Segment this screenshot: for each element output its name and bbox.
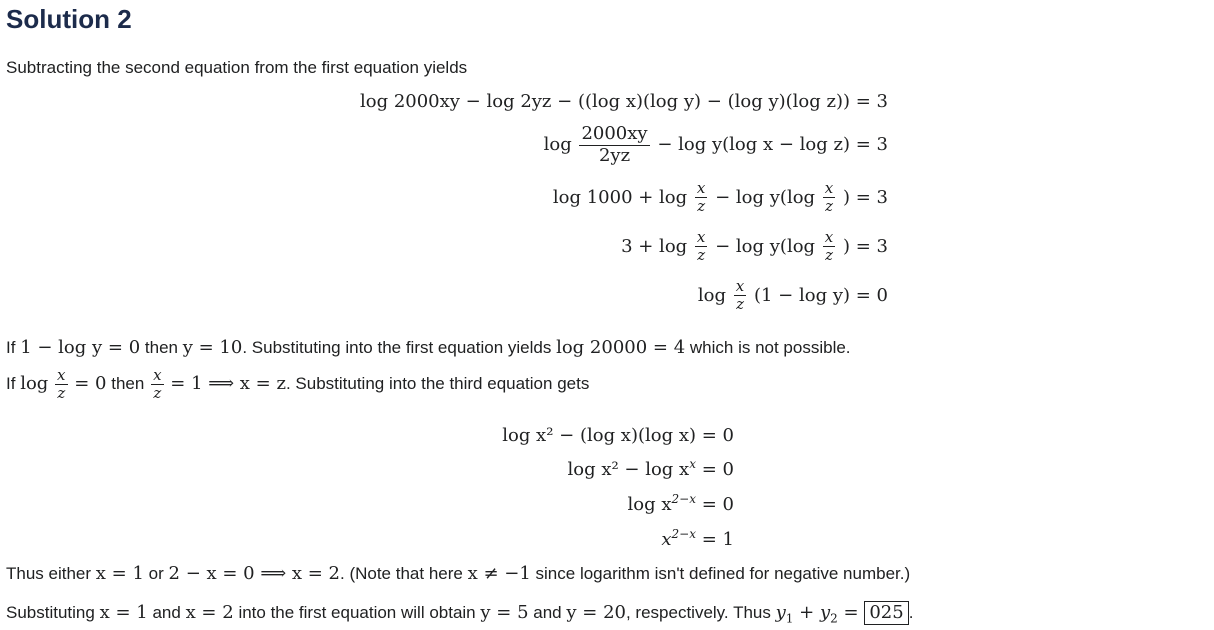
final-t1: Substituting bbox=[6, 603, 95, 622]
case2-line bbox=[6, 367, 589, 403]
eq2-line3-a: log x bbox=[627, 494, 672, 515]
final-m4: y = 20 bbox=[566, 602, 626, 623]
frac-num: x bbox=[696, 179, 706, 197]
eq1-line3-frac2 bbox=[823, 180, 835, 216]
eq1-line4-a: 3 + log bbox=[621, 235, 688, 257]
final-t2: and bbox=[152, 603, 181, 622]
case1-m1: 1 − log y = 0 bbox=[20, 337, 141, 358]
thus-m2: 2 − x = 0 ⟹ x = 2 bbox=[168, 563, 340, 584]
final-y2-sub: 2 bbox=[830, 611, 838, 626]
case1-line bbox=[6, 337, 851, 358]
eq2-line4 bbox=[661, 526, 734, 550]
intro-text: Subtracting the second equation from the first equation yields bbox=[6, 58, 468, 77]
eq1-line4-c: ) = 3 bbox=[843, 235, 888, 257]
frac-den: z bbox=[734, 295, 746, 313]
eq1-line4 bbox=[621, 229, 888, 265]
eq1-line4-b: − log y(log bbox=[715, 235, 816, 257]
thus-m3: x ≠ −1 bbox=[467, 563, 531, 584]
final-eq: = bbox=[843, 602, 859, 623]
eq1-line2-log: log bbox=[543, 134, 572, 156]
eq1-line2-denominator: 2yz bbox=[579, 145, 649, 167]
eq1-line4-frac2 bbox=[823, 229, 835, 265]
frac-den: z bbox=[823, 246, 835, 264]
final-y1: y bbox=[775, 602, 786, 623]
case2-m1-rest: = 0 bbox=[74, 373, 107, 395]
frac-den: z bbox=[55, 384, 67, 402]
case2-frac1 bbox=[55, 367, 67, 403]
eq2-line2 bbox=[567, 456, 734, 480]
frac-num: x bbox=[735, 277, 745, 295]
frac-den: z bbox=[151, 384, 163, 402]
case2-t3: . Substituting into the third equation gets bbox=[285, 374, 590, 394]
frac-den: z bbox=[695, 246, 707, 264]
thus-t2: or bbox=[148, 564, 164, 583]
eq1-line3-a: log 1000 + log bbox=[552, 186, 688, 208]
case2-t1: If bbox=[6, 374, 16, 394]
thus-t1: Thus either bbox=[6, 564, 92, 583]
eq2-line1: log x² − (log x)(log x) = 0 bbox=[502, 425, 734, 446]
final-m3: y = 5 bbox=[480, 602, 529, 623]
final-line bbox=[6, 601, 913, 625]
case2-m1-log: log bbox=[20, 373, 49, 395]
final-t5: , respectively. Thus bbox=[625, 603, 771, 622]
eq1-line3-c: ) = 3 bbox=[843, 186, 888, 208]
frac-den: z bbox=[695, 197, 707, 215]
eq1-line5-frac bbox=[734, 278, 746, 314]
eq2-line3 bbox=[627, 491, 734, 515]
frac-num: x bbox=[824, 228, 834, 246]
solution-heading: Solution 2 bbox=[6, 4, 132, 34]
case1-m3: log 20000 = 4 bbox=[556, 337, 686, 358]
eq1-line3-frac1 bbox=[695, 180, 707, 216]
eq2-line2-sup: x bbox=[689, 456, 696, 471]
eq1-line1: log 2000xy − log 2yz − ((log x)(log y) − (log y)(log z)) = 3 bbox=[359, 91, 888, 112]
frac-den: z bbox=[823, 197, 835, 215]
eq2-line3-sup: 2−x bbox=[671, 491, 696, 506]
eq2-line4-sup: 2−x bbox=[671, 526, 696, 541]
eq1-line2-rest: − log y(log x − log z) = 3 bbox=[657, 134, 888, 156]
case1-m2: y = 10 bbox=[182, 337, 243, 358]
eq2-line2-a: log x² − log x bbox=[567, 459, 690, 480]
eq2-line3-b: = 0 bbox=[701, 494, 734, 515]
eq2-line4-a: x bbox=[661, 529, 672, 550]
answer-box: 025 bbox=[864, 601, 908, 625]
final-plus: + bbox=[799, 602, 815, 623]
frac-num: x bbox=[696, 228, 706, 246]
eq1-line5-a: log bbox=[697, 284, 727, 306]
thus-m1: x = 1 bbox=[95, 563, 144, 584]
case2-frac2 bbox=[151, 367, 163, 403]
frac-num: x bbox=[57, 366, 66, 384]
eq1-line3 bbox=[553, 180, 888, 216]
eq1-line2 bbox=[544, 124, 888, 166]
eq2-line2-b: = 0 bbox=[701, 459, 734, 480]
thus-line bbox=[6, 563, 910, 584]
final-t4: and bbox=[533, 603, 562, 622]
case2-m2-rest: = 1 ⟹ x = z bbox=[170, 373, 286, 395]
case2-t2: then bbox=[111, 374, 145, 394]
final-t3: into the first equation will obtain bbox=[238, 603, 476, 622]
eq1-line5 bbox=[698, 278, 888, 314]
frac-num: x bbox=[153, 366, 162, 384]
case1-t4: which is not possible. bbox=[689, 338, 851, 357]
final-y2: y bbox=[819, 602, 831, 623]
case1-t2: then bbox=[144, 338, 178, 357]
final-m2: x = 2 bbox=[185, 602, 234, 623]
eq2-line4-b: = 1 bbox=[701, 529, 734, 550]
final-end: . bbox=[908, 603, 914, 622]
case1-t3: . Substituting into the first equation yields bbox=[242, 338, 552, 357]
final-y1-sub: 1 bbox=[785, 611, 794, 626]
eq1-line5-b: (1 − log y) = 0 bbox=[753, 284, 888, 306]
final-m1: x = 1 bbox=[99, 602, 148, 623]
case1-t1: If bbox=[6, 338, 16, 357]
final-sum bbox=[775, 602, 909, 626]
eq1-line2-numerator: 2000xy bbox=[581, 123, 648, 144]
thus-t3: . (Note that here bbox=[340, 564, 463, 583]
eq1-line3-b: − log y(log bbox=[715, 186, 816, 208]
frac-num: x bbox=[824, 179, 834, 197]
thus-t4: since logarithm isn't defined for negative number.) bbox=[535, 564, 911, 583]
eq1-line4-frac1 bbox=[695, 229, 707, 265]
eq1-line2-fraction bbox=[579, 124, 649, 166]
